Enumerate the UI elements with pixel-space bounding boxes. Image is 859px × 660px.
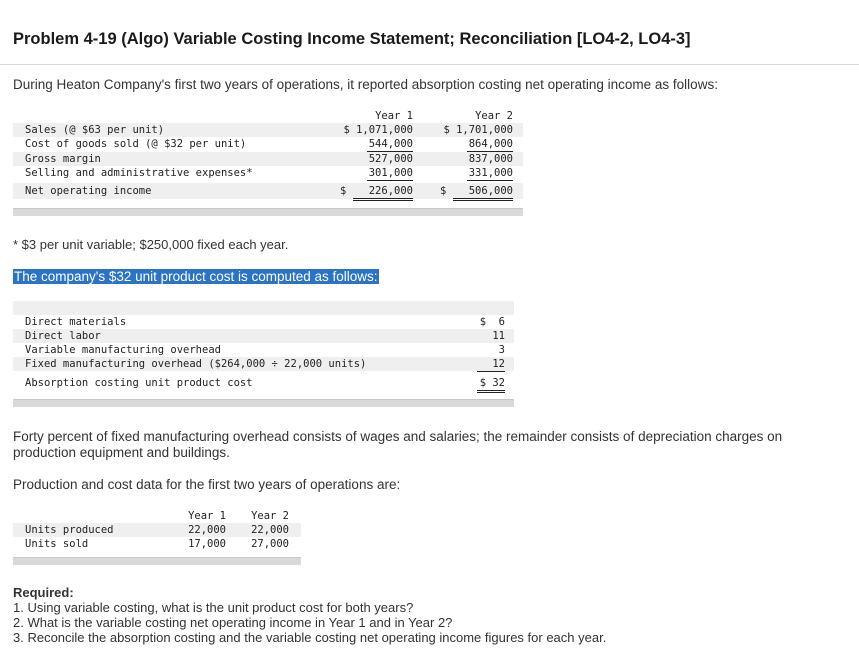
- table-row: [13, 183, 523, 199]
- row-label: Direct materials: [25, 316, 127, 328]
- year2-value: 27,000: [251, 538, 289, 550]
- year1-value: $ 1,071,000: [343, 124, 413, 136]
- footnote: * $3 per unit variable; $250,000 fixed each year.: [13, 237, 289, 252]
- required-section: [13, 585, 606, 645]
- table-row: [13, 152, 523, 166]
- row-label: Selling and administrative expenses*: [25, 167, 253, 179]
- table-row: [13, 343, 514, 357]
- row-label: Net operating income: [25, 185, 152, 197]
- year1-value: 527,000: [368, 153, 413, 165]
- table-row: [13, 166, 523, 180]
- intro-paragraph: During Heaton Company's first two years of operations, it reported absorption costing net operating income as follows:: [13, 77, 718, 92]
- row-label: Cost of goods sold (@ $32 per unit): [25, 138, 247, 150]
- income-statement-table: [13, 109, 523, 219]
- table-row: [13, 301, 514, 315]
- currency-symbol: $: [340, 185, 347, 197]
- year1-header: Year 1: [188, 510, 226, 522]
- table-row: [13, 537, 301, 551]
- table-row: [13, 315, 514, 329]
- row-label: Fixed manufacturing overhead ($264,000 ÷ 22,000 units): [25, 358, 367, 370]
- row-label: Sales (@ $63 per unit): [25, 124, 165, 136]
- year1-value: 544,000: [368, 138, 413, 150]
- table-scrollbar: [13, 557, 301, 565]
- year1-value: 17,000: [188, 538, 226, 550]
- unit-cost-table: [13, 301, 514, 409]
- year2-value: 331,000: [468, 167, 513, 179]
- year2-value: $ 1,701,000: [443, 124, 513, 136]
- production-table: [13, 509, 301, 567]
- highlighted-sentence: [13, 269, 379, 284]
- row-label: Gross margin: [25, 153, 101, 165]
- required-item: 2. What is the variable costing net operating income in Year 1 and in Year 2?: [13, 615, 453, 630]
- cost-value: 3: [498, 344, 505, 356]
- year2-value: 837,000: [468, 153, 513, 165]
- title-divider: [0, 64, 859, 65]
- cost-value: 12: [477, 357, 505, 372]
- year2-value: 22,000: [251, 524, 289, 536]
- table-row: [13, 329, 514, 343]
- year2-value: 506,000: [453, 184, 513, 201]
- year2-header: Year 2: [475, 110, 513, 122]
- table-scrollbar: [13, 208, 523, 216]
- currency-symbol: $: [440, 185, 447, 197]
- year1-value: 301,000: [368, 167, 413, 179]
- table-row: [13, 137, 523, 151]
- cost-value: 11: [492, 330, 505, 342]
- table-row: [13, 123, 523, 137]
- production-table-header: [13, 509, 301, 523]
- year2-header: Year 2: [251, 510, 289, 522]
- required-item: 3. Reconcile the absorption costing and the variable costing net operating income figures for each year.: [13, 630, 607, 645]
- table-row: [13, 375, 514, 391]
- overhead-paragraph: Forty percent of fixed manufacturing overhead consists of wages and salaries; the remainder consists of depreciation charges on production equipment and buildings.: [13, 429, 783, 460]
- row-label: Variable manufacturing overhead: [25, 344, 221, 356]
- income-table-header: [13, 109, 523, 123]
- row-label: Units sold: [25, 538, 89, 550]
- table-row: [13, 357, 514, 371]
- table-scrollbar: [13, 399, 514, 407]
- row-label: Direct labor: [25, 330, 101, 342]
- year1-value: 22,000: [188, 524, 226, 536]
- production-intro: Production and cost data for the first two years of operations are:: [13, 477, 401, 492]
- cost-value: $ 32: [477, 376, 505, 393]
- cost-value: $ 6: [479, 316, 505, 328]
- row-label: Units produced: [25, 524, 114, 536]
- required-item: 1. Using variable costing, what is the unit product cost for both years?: [13, 600, 414, 615]
- required-heading: Required:: [13, 585, 74, 600]
- highlight-text: The company's $32 unit product cost is computed as follows:: [14, 269, 378, 284]
- row-label: Absorption costing unit product cost: [25, 377, 253, 389]
- year1-header: Year 1: [375, 110, 413, 122]
- year2-value: 864,000: [468, 138, 513, 150]
- year1-value: 226,000: [353, 184, 413, 201]
- page-title: Problem 4-19 (Algo) Variable Costing Income Statement; Reconciliation [LO4-2, LO4-3]: [13, 30, 691, 48]
- table-row: [13, 523, 301, 537]
